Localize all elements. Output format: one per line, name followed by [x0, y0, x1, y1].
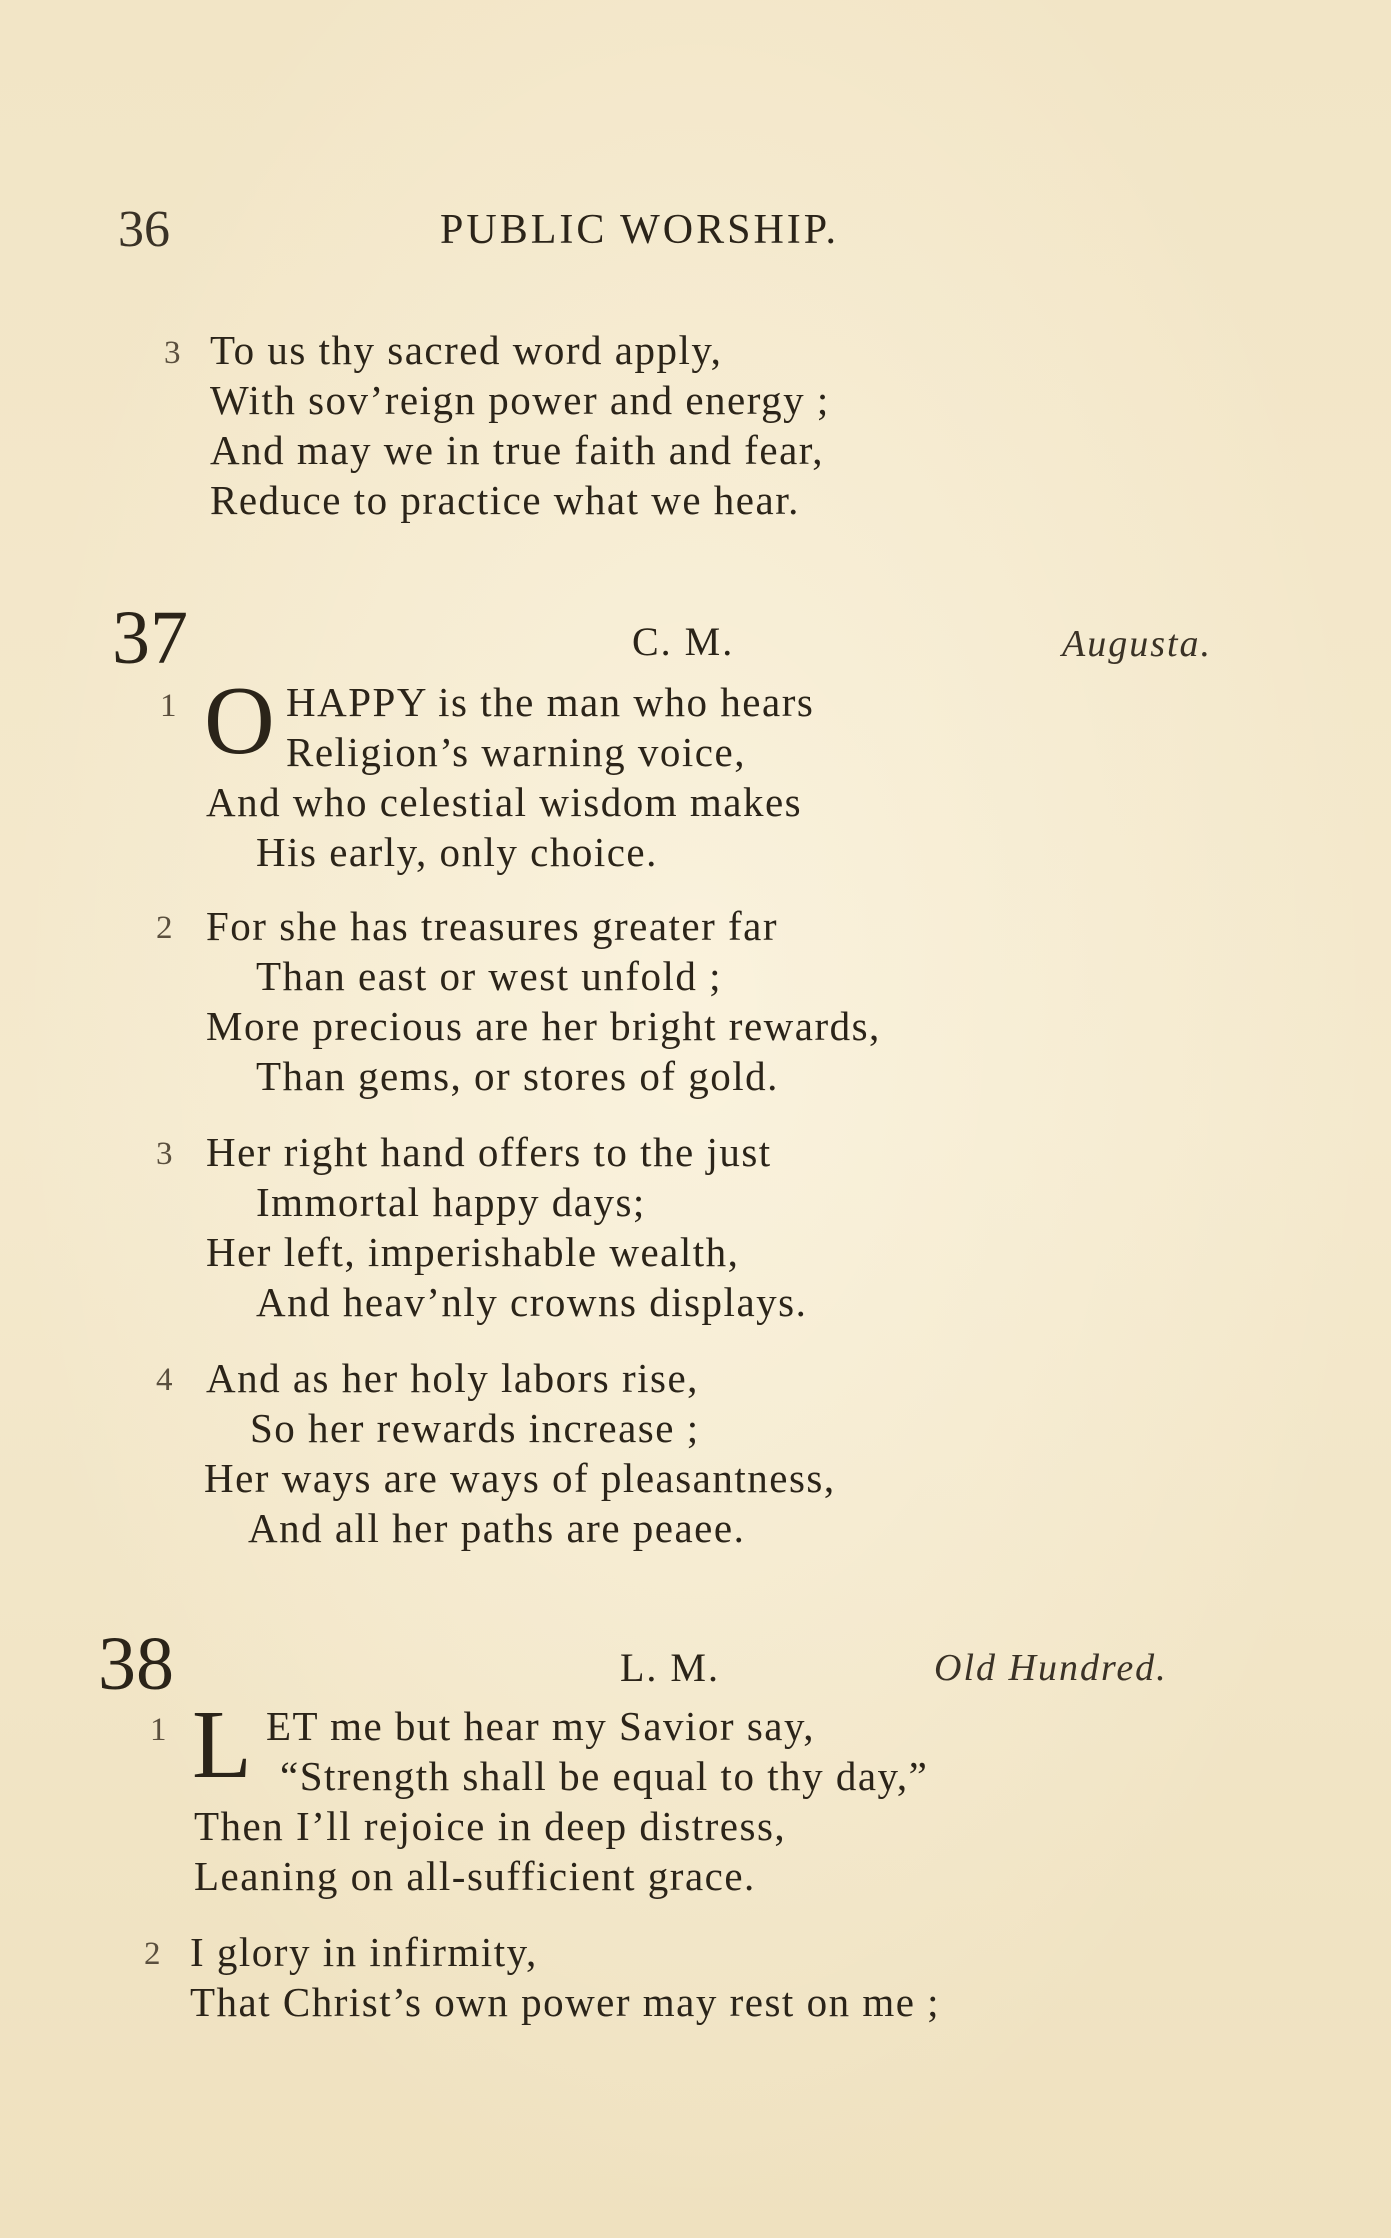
verse-line: And as her holy labors rise, — [206, 1355, 699, 1401]
verse-line: And may we in true faith and fear, — [210, 427, 825, 473]
drop-cap: O — [204, 667, 275, 775]
verse-line: HAPPY is the man who hears — [286, 679, 815, 725]
verse-line: ET me but hear my Savior say, — [266, 1703, 816, 1749]
verse-line: With sov’reign power and energy ; — [210, 377, 830, 423]
verse-line: For she has treasures greater far — [206, 903, 779, 949]
hymn-tune: Augusta. — [1062, 623, 1213, 665]
verse-line: And who celestial wisdom makes — [206, 779, 803, 825]
verse-line: Her right hand offers to the just — [206, 1129, 772, 1175]
verse-line: Her ways are ways of pleasantness, — [204, 1455, 836, 1501]
verse-line: His early, only choice. — [256, 829, 658, 875]
verse-line: Than gems, or stores of gold. — [256, 1053, 779, 1099]
verse-number: 1 — [150, 1712, 167, 1748]
verse-number: 2 — [156, 910, 173, 946]
verse-line: Then I’ll rejoice in deep distress, — [194, 1803, 787, 1849]
verse-line: So her rewards increase ; — [250, 1405, 700, 1451]
hymn-tune: Old Hundred. — [934, 1647, 1168, 1689]
verse-line: Leaning on all-sufficient grace. — [194, 1853, 756, 1899]
hymn-meter: C. M. — [632, 619, 735, 664]
drop-cap: L — [192, 1691, 252, 1799]
verse-line: And all her paths are peaee. — [248, 1505, 746, 1551]
verse-line: And heav’nly crowns displays. — [256, 1279, 808, 1325]
verse-number: 2 — [144, 1936, 161, 1972]
verse-line: Her left, imperishable wealth, — [206, 1229, 740, 1275]
verse-number: 3 — [164, 335, 181, 371]
verse-line: “Strength shall be equal to thy day,” — [280, 1753, 929, 1799]
verse-number: 4 — [156, 1362, 173, 1398]
verse-number: 1 — [160, 688, 177, 724]
verse-number: 3 — [156, 1136, 173, 1172]
hymn-number: 38 — [98, 1622, 174, 1706]
hymn-meter: L. M. — [620, 1645, 720, 1690]
verse-line: I glory in infirmity, — [190, 1929, 538, 1975]
verse-line: More precious are her bright rewards, — [206, 1003, 881, 1049]
verse-line: To us thy sacred word apply, — [210, 327, 723, 373]
page-number: 36 — [118, 201, 170, 258]
verse-line: Than east or west unfold ; — [256, 953, 722, 999]
hymn-number: 37 — [112, 596, 188, 680]
running-title: PUBLIC WORSHIP. — [440, 207, 839, 253]
verse-line: Immortal happy days; — [256, 1179, 646, 1225]
verse-line: Reduce to practice what we hear. — [210, 477, 800, 523]
verse-line: Religion’s warning voice, — [286, 729, 746, 775]
page-header — [118, 200, 1218, 270]
verse-line: That Christ’s own power may rest on me ; — [190, 1979, 941, 2025]
